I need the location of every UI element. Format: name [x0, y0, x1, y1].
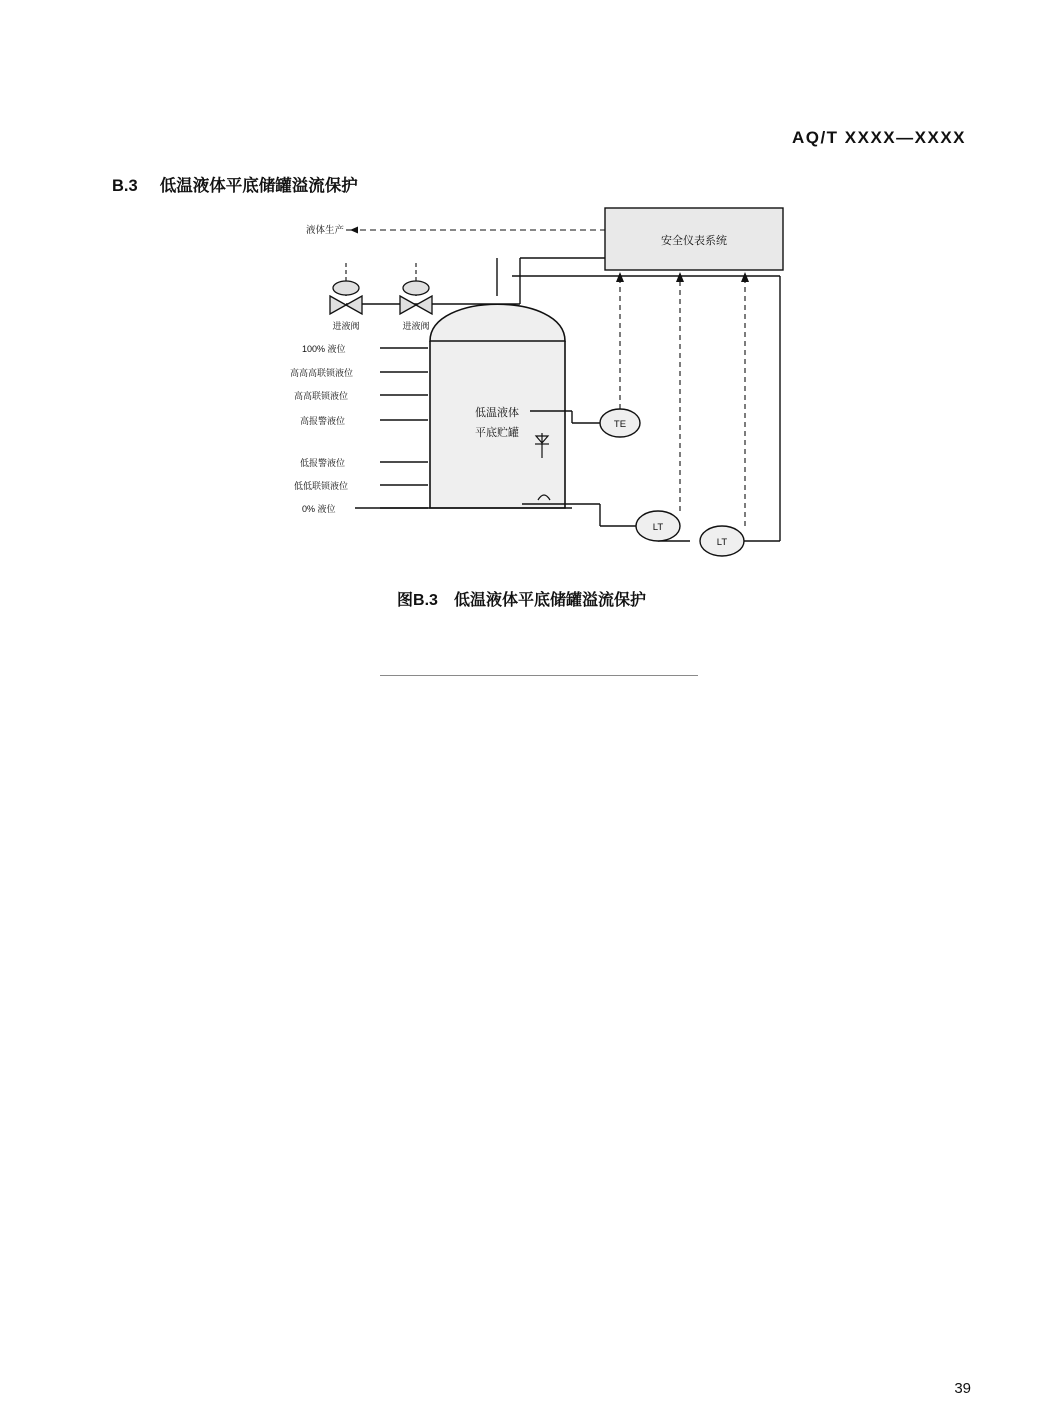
instrument-te-label: TE — [613, 419, 627, 430]
level-label-hh: 高高联锁液位 — [294, 391, 349, 401]
level-label-100: 100% 液位 — [302, 344, 346, 354]
clause-number: B.3 — [112, 177, 138, 195]
production-dashed-line — [350, 227, 605, 234]
instrument-lt2-label: LT — [716, 537, 728, 548]
signal-lt2-to-sis — [741, 272, 749, 526]
tank-shell — [430, 341, 565, 508]
level-label-0: 0% 液位 — [302, 504, 336, 514]
figure-caption-title: 低温液体平底储罐溢流保护 — [453, 592, 646, 609]
standard-code-header: AQ/T XXXX—XXXX — [791, 128, 966, 147]
tank-label-line1: 低温液体 — [475, 407, 519, 419]
sis-box-label: 安全仪表系统 — [661, 235, 727, 247]
signal-lt1-to-sis — [676, 272, 684, 511]
valve-1 — [330, 262, 362, 314]
tank-label-line2: 平底贮罐 — [475, 427, 519, 439]
figure-b3-diagram — [260, 196, 820, 576]
clause-heading — [112, 172, 358, 196]
production-label: 液体生产 — [306, 225, 345, 236]
page-number: 39 — [954, 1380, 971, 1397]
level-label-hhh: 高高高联锁液位 — [290, 368, 354, 378]
footer-divider — [380, 675, 698, 676]
figure-caption — [0, 587, 1043, 610]
level-label-ll: 低低联锁液位 — [294, 481, 349, 491]
valve-2 — [400, 262, 432, 314]
signal-te-to-sis — [616, 272, 624, 409]
tank-dome — [430, 304, 565, 341]
level-label-h: 高报警液位 — [300, 416, 346, 426]
valve-1-label: 进液阀 — [332, 321, 360, 331]
clause-title: 低温液体平底储罐溢流保护 — [159, 177, 358, 195]
instrument-lt1-label: LT — [652, 522, 664, 533]
level-label-l: 低报警液位 — [300, 458, 346, 468]
valve-2-label: 进液阀 — [402, 321, 430, 331]
figure-caption-number: 图B.3 — [397, 592, 438, 609]
